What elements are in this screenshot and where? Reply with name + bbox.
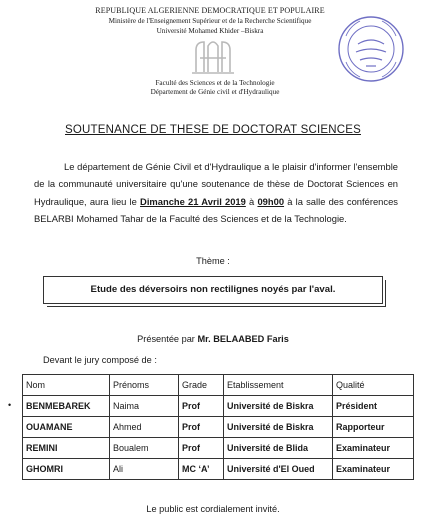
cell-grade: Prof: [179, 417, 224, 438]
thesis-title: Etude des déversoirs non rectilignes noyés par l'aval.: [90, 284, 336, 295]
header-ministry: Ministère de l'Enseignement Supérieur et de la Recherche Scientifique: [108, 17, 312, 25]
cell-nom: BENMEBAREK: [23, 396, 110, 417]
column-header-qualite: Qualité: [333, 375, 414, 396]
jury-intro: Devant le jury composé de :: [43, 355, 157, 365]
cell-grade: MC ‘A’: [179, 459, 224, 480]
university-logo: [190, 36, 236, 76]
header-republic: REPUBLIQUE ALGERIENNE DEMOCRATIQUE ET POPULAIRE: [95, 6, 325, 15]
jury-table: [22, 374, 414, 480]
official-stamp: [336, 14, 406, 84]
presented-by: [0, 334, 426, 344]
column-header-nom: Nom: [23, 375, 110, 396]
defense-time: 09h00: [257, 195, 285, 207]
cell-nom: GHOMRI: [23, 459, 110, 480]
page-title: SOUTENANCE DE THESE DE DOCTORAT SCIENCES: [65, 124, 361, 136]
cell-etablissement: Université de Biskra: [224, 417, 333, 438]
table-row: [23, 459, 414, 480]
cell-etablissement: Université de Biskra: [224, 396, 333, 417]
cell-prenom: Ali: [110, 459, 179, 480]
announcement-paragraph: [34, 158, 398, 228]
defense-date: Dimanche 21 Avril 2019: [140, 195, 246, 207]
header: [60, 6, 360, 36]
table-header-row: [23, 375, 414, 396]
cell-prenom: Naima: [110, 396, 179, 417]
cell-nom: REMINI: [23, 438, 110, 459]
paragraph-part3: à la salle des conférences BELARBI Mohamed Tahar de la Faculté des Sciences et de la Technologie.: [34, 195, 398, 225]
cell-qualite: Président: [333, 396, 414, 417]
faculty-name: Faculté des Sciences et de la Technologie: [155, 79, 275, 87]
table-row: [23, 396, 414, 417]
cell-qualite: Examinateur: [333, 459, 414, 480]
closing-note: Le public est cordialement invité.: [146, 504, 280, 514]
cell-qualite: Rapporteur: [333, 417, 414, 438]
cell-grade: Prof: [179, 396, 224, 417]
cell-prenom: Ahmed: [110, 417, 179, 438]
faculty-block: [120, 79, 310, 97]
column-header-prenoms: Prénoms: [110, 375, 179, 396]
presented-by-prefix: Présentée par: [137, 334, 198, 344]
table-row: [23, 417, 414, 438]
cell-etablissement: Université d'El Oued: [224, 459, 333, 480]
table-row: [23, 438, 414, 459]
department-name: Département de Génie civil et d'Hydraulique: [150, 88, 280, 96]
column-header-grade: Grade: [179, 375, 224, 396]
theme-label: Thème :: [196, 256, 230, 266]
candidate-name: Mr. BELAABED Faris: [197, 334, 289, 344]
paragraph-part1: Le département de Génie Civil et d'Hydraulique a le plaisir d'informer l'ensemble de la communauté universitaire qu'une soutenance de thèse de Doctorat Sciences en Hydraulique, aura lieu le: [34, 161, 398, 207]
column-header-etablissement: Etablissement: [224, 375, 333, 396]
paragraph-part2: à: [245, 195, 258, 207]
cell-qualite: Examinateur: [333, 438, 414, 459]
bullet-mark: •: [8, 400, 12, 410]
cell-grade: Prof: [179, 438, 224, 459]
header-university: Université Mohamed Khider –Biskra: [156, 27, 264, 35]
cell-nom: OUAMANE: [23, 417, 110, 438]
thesis-title-box: [43, 276, 383, 304]
cell-prenom: Boualem: [110, 438, 179, 459]
cell-etablissement: Université de Blida: [224, 438, 333, 459]
